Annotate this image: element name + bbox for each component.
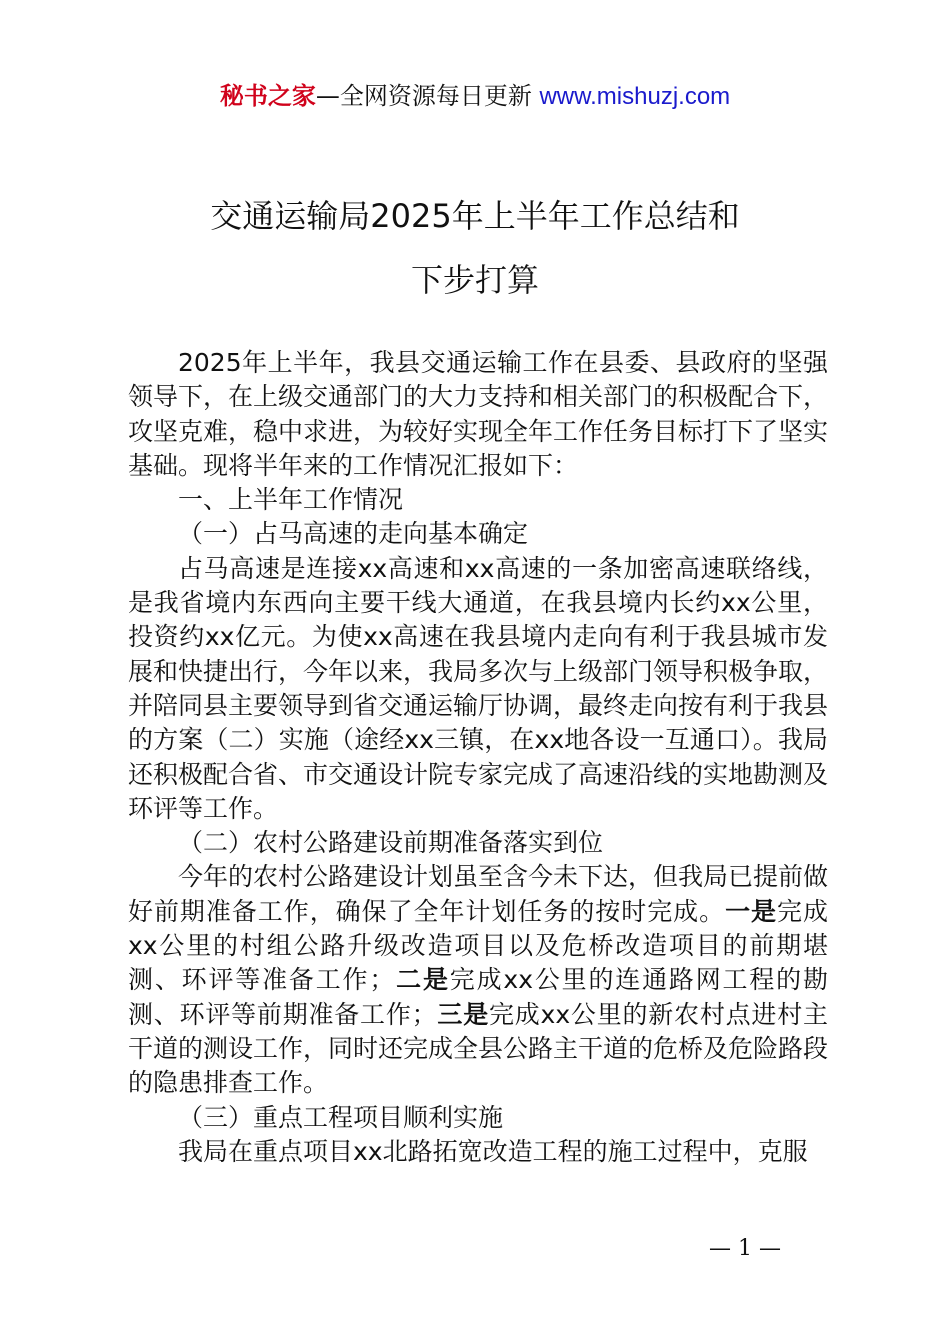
- brand-name: 秘书之家: [219, 82, 316, 110]
- subsection-2-item-1: 完成xx公里的村组公路升级改造项目以及危桥改造项目的前期堪测、环评等准备工作；: [128, 896, 828, 995]
- header-tagline: —全网资源每日更新: [315, 82, 540, 110]
- site-url-link[interactable]: www.mishuzj.com: [539, 83, 731, 110]
- subsection-2-lead: 今年的农村公路建设计划虽至含今未下达，但我局已提前做好前期准备工作，确保了全年计划任务的按时完成。: [128, 862, 829, 926]
- intro-paragraph: 2025年上半年，我县交通运输工作在县委、县政府的坚强领导下，在上级交通部门的大力支持和相关部门的积极配合下，攻坚克难，稳中求进，为较好实现全年工作任务目标打下了坚实基础。现将半年来的工作情况汇报如下：: [128, 348, 829, 480]
- site-header: [0, 78, 950, 115]
- subsection-heading-3: （三）重点工程项目顺利实施: [178, 1102, 504, 1132]
- subsection-2-paragraph: [128, 860, 828, 1100]
- title-line-1: 交通运输局2025年上半年工作总结和: [210, 197, 740, 235]
- subsection-3-paragraph: 我局在重点项目xx北路拓宽改造工程的施工过程中，克服: [178, 1136, 808, 1166]
- marker-second: 二是: [394, 965, 450, 995]
- subsection-heading-2: （二）农村公路建设前期准备落实到位: [178, 828, 604, 858]
- section-heading-1: 一、上半年工作情况: [178, 485, 404, 515]
- marker-first: 一是: [725, 896, 777, 926]
- document-title: [0, 184, 950, 312]
- subsection-1-paragraph: 占马高速是连接xx高速和xx高速的一条加密高速联络线，是我省境内东西向主要干线大通道，在我县境内长约xx公里，投资约xx亿元。为使xx高速在我县境内走向有利于我县城市发展和快捷出行，今年以来，我局多次与上级部门领导积极争取，并陪同县主要领导到省交通运输厅协调，最终走向按有利于我县的方案（二）实施（途经xx三镇，在xx地各设一互通口）。我局还积极配合省、市交通设计院专家完成了高速沿线的实地勘测及环评等工作。: [128, 553, 829, 823]
- document-body: [128, 346, 828, 1169]
- subsection-heading-1: （一）占马高速的走向基本确定: [178, 519, 529, 549]
- marker-third: 三是: [436, 999, 489, 1029]
- page-number: — 1 —: [709, 1236, 781, 1261]
- title-line-2: 下步打算: [410, 261, 539, 299]
- subsection-2-item-2: 完成xx公里的连通路网工程的勘测、环评等前期准备工作；: [128, 965, 828, 1029]
- subsection-2-item-3: 完成xx公里的新农村点进村主干道的测设工作，同时还完成全县公路主干道的危桥及危险路段的隐患排查工作。: [128, 999, 829, 1098]
